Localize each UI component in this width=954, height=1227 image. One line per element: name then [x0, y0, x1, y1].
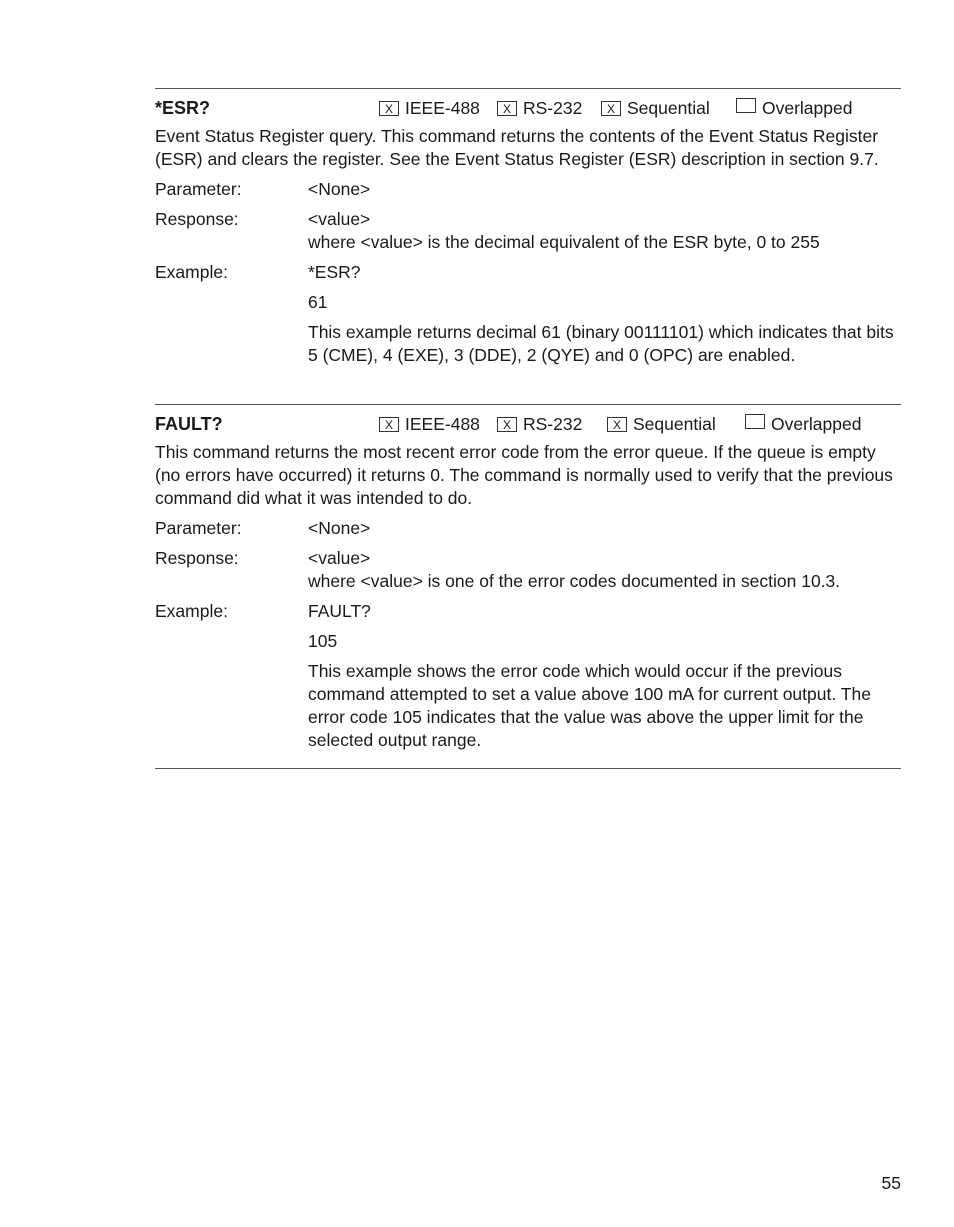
option-checkbox: X — [601, 101, 621, 116]
command-header — [155, 405, 901, 435]
response-line: <value> — [308, 548, 371, 568]
option-label: IEEE-488 — [405, 414, 480, 434]
option-ieee488 — [379, 97, 480, 120]
option-sequential — [601, 97, 710, 120]
option-checkbox: X — [497, 417, 517, 432]
option-rs232 — [497, 97, 582, 120]
example-result: 61 — [308, 292, 328, 312]
example-command: *ESR? — [308, 262, 361, 282]
example-note: This example returns decimal 61 (binary 00111101) which indicates that bits 5 (CME), 4 (EXE), 3 (DDE), 2 (QYE) and 0 (OPC) are enabled. — [308, 322, 894, 365]
page-number: 55 — [881, 1173, 901, 1193]
response-line: <value> — [308, 209, 371, 229]
example-command: FAULT? — [308, 601, 371, 621]
parameter-label: Parameter: — [155, 179, 242, 199]
response-row — [155, 547, 901, 593]
option-checkbox: X — [607, 417, 627, 432]
option-label: Overlapped — [771, 414, 862, 434]
option-label: Sequential — [633, 414, 716, 434]
parameter-value: <None> — [308, 179, 371, 199]
response-label: Response: — [155, 209, 239, 229]
option-checkbox: X — [497, 101, 517, 116]
response-value — [308, 208, 901, 254]
option-label: IEEE-488 — [405, 98, 480, 118]
command-name: FAULT? — [155, 414, 223, 434]
option-checkbox — [736, 98, 756, 113]
option-label: RS-232 — [523, 98, 583, 118]
option-sequential — [607, 413, 716, 436]
command-description: Event Status Register query. This command returns the contents of the Event Status Register (ESR) and clears the register. See the Event Status Register (ESR) description in section 9.7. — [155, 126, 879, 169]
example-value — [308, 600, 901, 752]
option-checkbox: X — [379, 417, 399, 432]
response-value — [308, 547, 901, 593]
option-label: Overlapped — [762, 98, 853, 118]
parameter-row — [155, 517, 901, 540]
option-checkbox: X — [379, 101, 399, 116]
option-label: RS-232 — [523, 414, 583, 434]
option-rs232 — [497, 413, 582, 436]
example-note: This example shows the error code which would occur if the previous command attempted to set a value above 100 mA for current output. The error code 105 indicates that the value was above the upper limit for the selected output range. — [308, 661, 871, 750]
fault-command-block — [155, 404, 901, 769]
example-row — [155, 600, 901, 752]
example-value — [308, 261, 901, 367]
command-name: *ESR? — [155, 98, 211, 118]
command-header — [155, 89, 901, 119]
example-row — [155, 261, 901, 367]
option-ieee488 — [379, 413, 480, 436]
option-overlapped — [736, 97, 852, 120]
response-line: where <value> is the decimal equivalent of the ESR byte, 0 to 255 — [308, 232, 820, 252]
example-label: Example: — [155, 262, 228, 282]
option-checkbox — [745, 414, 765, 429]
response-label: Response: — [155, 548, 239, 568]
response-line: where <value> is one of the error codes documented in section 10.3. — [308, 571, 841, 591]
parameter-label: Parameter: — [155, 518, 242, 538]
response-row — [155, 208, 901, 254]
option-label: Sequential — [627, 98, 710, 118]
parameter-value: <None> — [308, 518, 371, 538]
example-label: Example: — [155, 601, 228, 621]
option-overlapped — [745, 413, 861, 436]
esr-command-block — [155, 88, 901, 367]
parameter-row — [155, 178, 901, 201]
command-description: This command returns the most recent error code from the error queue. If the queue is empty (no errors have occurred) it returns 0. The command is normally used to verify that the previous command did what it was intended to do. — [155, 442, 893, 508]
example-result: 105 — [308, 631, 338, 651]
